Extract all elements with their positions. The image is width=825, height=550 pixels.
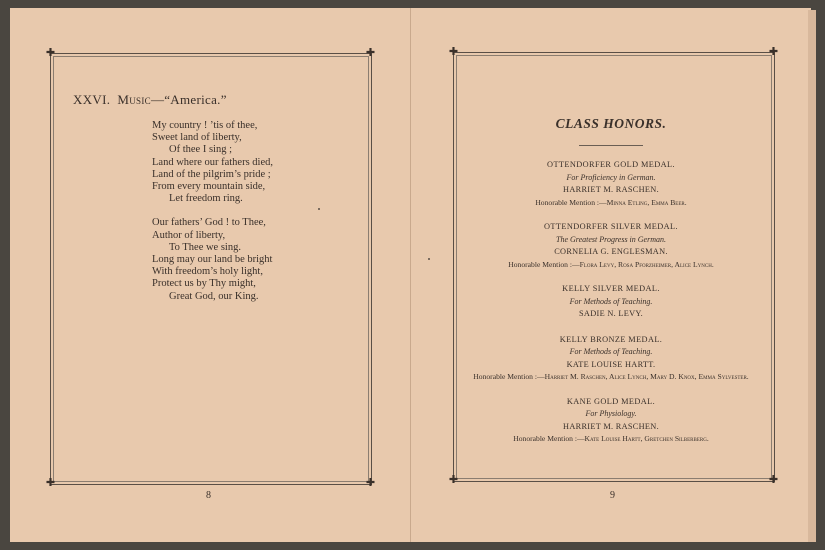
poem-line: Protect us by Thy might, bbox=[152, 278, 256, 290]
corner-ornament-icon: ✚ bbox=[448, 474, 459, 486]
right-page bbox=[411, 8, 811, 542]
section-number: XXVI. bbox=[73, 92, 111, 107]
section-heading bbox=[73, 92, 227, 108]
award-entry bbox=[411, 221, 811, 270]
honorable-mention bbox=[411, 433, 811, 445]
honorable-mention-names: Minna Etling, Emma Beer. bbox=[606, 197, 687, 207]
corner-ornament-icon: ✚ bbox=[45, 47, 56, 59]
award-winner: SADIE N. LEVY. bbox=[579, 309, 643, 318]
corner-ornament-icon: ✚ bbox=[768, 46, 779, 58]
award-entry bbox=[411, 283, 811, 321]
section-title: —“America.” bbox=[150, 92, 227, 107]
poem-line: My country ! ’tis of thee, bbox=[152, 120, 258, 131]
left-page bbox=[10, 8, 411, 542]
award-entry bbox=[411, 396, 811, 445]
page-number: 9 bbox=[610, 490, 615, 501]
honorable-mention bbox=[411, 259, 811, 271]
poem-line: From every mountain side, bbox=[152, 181, 266, 193]
honorable-mention-label: Honorable Mention :— bbox=[513, 434, 585, 443]
corner-ornament-icon: ✚ bbox=[45, 477, 56, 489]
poem-line: Let freedom ring. bbox=[169, 193, 243, 205]
poem-line: With freedom’s holy light, bbox=[152, 266, 263, 278]
poem-line: To Thee we sing. bbox=[169, 241, 241, 253]
corner-ornament-icon: ✚ bbox=[365, 477, 376, 489]
honorable-mention-label: Honorable Mention :— bbox=[473, 372, 545, 381]
poem-line: Of thee I sing ; bbox=[169, 144, 232, 156]
title-divider bbox=[579, 145, 643, 146]
poem-line: Land of the pilgrim’s pride ; bbox=[152, 168, 271, 180]
page-number: 8 bbox=[206, 490, 211, 501]
award-purpose: For Proficiency in German. bbox=[566, 172, 656, 182]
award-purpose: For Methods of Teaching. bbox=[569, 347, 653, 356]
award-winner: KATE LOUISE HARTT. bbox=[566, 359, 656, 369]
poem-line: Author of liberty, bbox=[152, 229, 226, 241]
honors-list bbox=[411, 159, 811, 458]
honorable-mention-names: Flora Levy, Rosa Pforzheimer, Alice Lynch. bbox=[579, 259, 714, 269]
honorable-mention-names: Kate Louise Hartt, Gretchen Silberberg. bbox=[584, 434, 709, 443]
page-title: CLASS HONORS. bbox=[555, 116, 667, 131]
award-purpose: For Physiology. bbox=[585, 409, 637, 418]
section-label: Music bbox=[117, 92, 151, 107]
award-purpose: For Methods of Teaching. bbox=[569, 296, 653, 306]
poem-line: Great God, our King. bbox=[169, 290, 259, 302]
award-name: KANE GOLD MEDAL. bbox=[566, 396, 656, 406]
honorable-mention bbox=[411, 371, 811, 383]
poem-line: Our fathers’ God ! to Thee, bbox=[152, 217, 266, 229]
award-name: KELLY BRONZE MEDAL. bbox=[559, 334, 663, 344]
award-name: KELLY SILVER MEDAL. bbox=[562, 284, 660, 293]
corner-ornament-icon: ✚ bbox=[768, 474, 779, 486]
award-entry bbox=[411, 334, 811, 383]
award-name: OTTENDORFER SILVER MEDAL. bbox=[544, 222, 678, 231]
paper-speck bbox=[428, 258, 430, 260]
poem-stanza bbox=[152, 120, 273, 205]
poem-stanza bbox=[152, 217, 273, 302]
page-edge bbox=[808, 10, 816, 542]
honorable-mention-names: Harriet M. Raschen, Alice Lynch, Mary D. Knox, Emma Sylvester. bbox=[544, 372, 749, 381]
corner-ornament-icon: ✚ bbox=[448, 46, 459, 58]
poem-line: Sweet land of liberty, bbox=[152, 132, 242, 144]
award-entry bbox=[411, 159, 811, 208]
paper-speck bbox=[318, 208, 320, 210]
award-winner: HARRIET M. RASCHEN. bbox=[563, 185, 659, 194]
poem-line: Long may our land be bright bbox=[152, 254, 273, 266]
poem-america bbox=[152, 120, 273, 315]
honorable-mention bbox=[411, 197, 811, 209]
award-winner: CORNELIA G. ENGLESMAN. bbox=[554, 247, 668, 256]
award-winner: HARRIET M. RASCHEN. bbox=[563, 421, 659, 431]
honorable-mention-label: Honorable Mention :— bbox=[535, 197, 607, 207]
corner-ornament-icon: ✚ bbox=[365, 47, 376, 59]
award-purpose: The Greatest Progress in German. bbox=[556, 234, 666, 244]
award-name: OTTENDORFER GOLD MEDAL. bbox=[547, 160, 675, 169]
honorable-mention-label: Honorable Mention :— bbox=[508, 259, 580, 269]
poem-line: Land where our fathers died, bbox=[152, 156, 273, 168]
